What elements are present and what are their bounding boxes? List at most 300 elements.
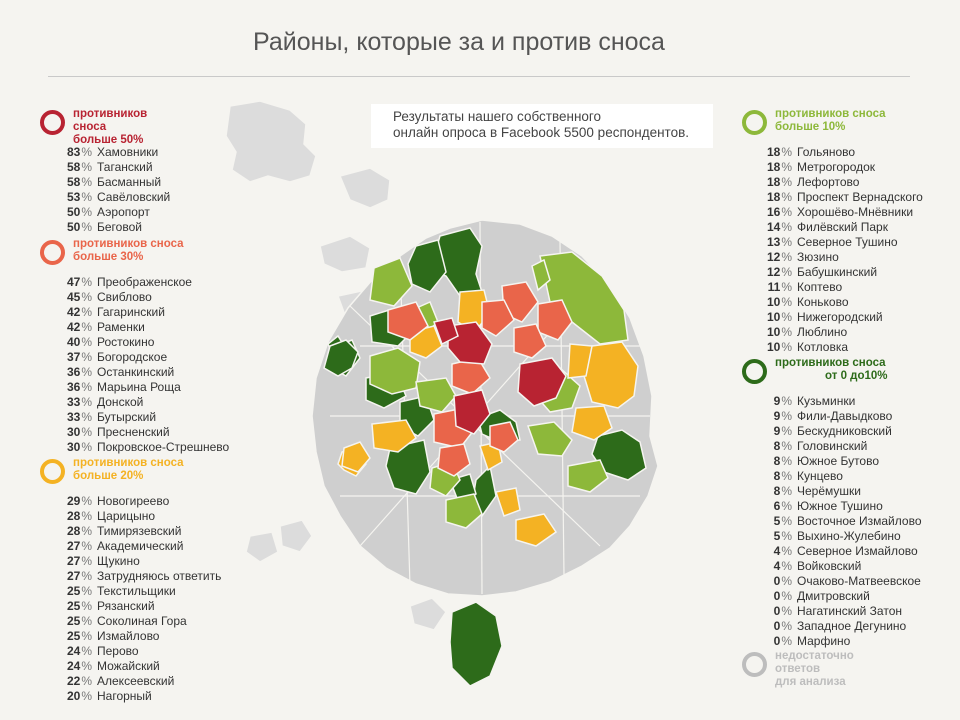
district-percent-value: 5 xyxy=(773,514,781,528)
district-percent-value: 10 xyxy=(766,295,781,309)
district-percent-value: 47 xyxy=(66,275,81,289)
percent-sign: % xyxy=(81,584,92,598)
legend-list-item xyxy=(40,614,221,629)
district-percent xyxy=(40,599,92,614)
legend-list-item xyxy=(40,410,229,425)
percent-sign: % xyxy=(81,220,92,234)
district-percent xyxy=(742,205,792,220)
percent-sign: % xyxy=(781,394,792,408)
district-name: Богородское xyxy=(97,350,168,364)
percent-sign: % xyxy=(81,175,92,189)
percent-sign: % xyxy=(781,310,792,324)
legend-list-item xyxy=(40,190,170,205)
legend-list-item xyxy=(742,469,922,484)
district-percent xyxy=(40,674,92,689)
district-percent xyxy=(742,574,792,589)
district-percent-value: 28 xyxy=(66,524,81,538)
percent-sign: % xyxy=(81,350,92,364)
district-percent-value: 6 xyxy=(773,499,781,513)
legend-list-item xyxy=(40,350,229,365)
district-name: Таганский xyxy=(97,160,153,174)
legend-group-title-line-1: противников сноса xyxy=(775,108,886,120)
district-percent-value: 14 xyxy=(766,220,781,234)
district-percent-value: 25 xyxy=(66,614,81,628)
percent-sign: % xyxy=(781,280,792,294)
percent-sign: % xyxy=(81,160,92,174)
district-percent xyxy=(40,335,92,350)
district-name: Нижегородский xyxy=(797,310,883,324)
district-percent xyxy=(742,424,792,439)
district-percent xyxy=(40,539,92,554)
legend-list-item xyxy=(40,145,170,160)
percent-sign: % xyxy=(781,160,792,174)
district-percent-value: 0 xyxy=(773,604,781,618)
percent-sign: % xyxy=(781,409,792,423)
district-name: Нагорный xyxy=(97,689,152,703)
percent-sign: % xyxy=(81,275,92,289)
percent-sign: % xyxy=(781,574,792,588)
district-percent-value: 12 xyxy=(766,265,781,279)
percent-sign: % xyxy=(81,524,92,538)
percent-sign: % xyxy=(81,674,92,688)
zelenograd-area xyxy=(226,101,316,182)
district-percent-value: 10 xyxy=(766,340,781,354)
percent-sign: % xyxy=(781,220,792,234)
page-title: Районы, которые за и против сноса xyxy=(253,28,665,56)
legend-ring-icon xyxy=(40,459,65,484)
percent-sign: % xyxy=(781,619,792,633)
district-percent xyxy=(742,340,792,355)
percent-sign: % xyxy=(81,554,92,568)
district-percent xyxy=(40,275,92,290)
district-percent xyxy=(40,644,92,659)
legend-group-title-line-1: противников сноса xyxy=(73,108,148,133)
district-name: Северное Тушино xyxy=(797,235,898,249)
legend-group-header xyxy=(40,108,170,146)
percent-sign: % xyxy=(81,494,92,508)
percent-sign: % xyxy=(781,469,792,483)
district-percent-value: 28 xyxy=(66,509,81,523)
legend-list-item xyxy=(40,380,229,395)
legend-group-header xyxy=(742,357,922,387)
district-percent-value: 33 xyxy=(66,395,81,409)
percent-sign: % xyxy=(781,604,792,618)
district-name: Гагаринский xyxy=(97,305,165,319)
district-name: Выхино-Жулебино xyxy=(797,529,901,543)
district-percent xyxy=(40,425,92,440)
district-percent xyxy=(40,554,92,569)
district-percent-value: 12 xyxy=(766,250,781,264)
legend-list-item xyxy=(40,584,221,599)
legend-group-title-line-2: больше 30% xyxy=(73,251,144,263)
district-name: Головинский xyxy=(797,439,868,453)
district-name: Метрогородок xyxy=(797,160,876,174)
district-percent-value: 8 xyxy=(773,484,781,498)
legend-list-item xyxy=(742,409,922,424)
district-name: Ростокино xyxy=(97,335,155,349)
district-name: Хамовники xyxy=(97,145,159,159)
district-percent xyxy=(40,524,92,539)
district-name: Перово xyxy=(97,644,139,658)
district-percent xyxy=(40,509,92,524)
district-name: Басманный xyxy=(97,175,162,189)
district-percent-value: 8 xyxy=(773,454,781,468)
district-name: Пресненский xyxy=(97,425,170,439)
district-name: Тимирязевский xyxy=(97,524,182,538)
district-name: Восточное Измайлово xyxy=(797,514,922,528)
legend-list-item xyxy=(40,290,229,305)
legend-list-item xyxy=(742,634,922,649)
district-percent xyxy=(40,190,92,205)
percent-sign: % xyxy=(81,539,92,553)
legend-list-item xyxy=(40,205,170,220)
district-name: Измайлово xyxy=(97,629,160,643)
district-name: Кузьминки xyxy=(797,394,856,408)
district-name: Коньково xyxy=(797,295,849,309)
legend-list-item xyxy=(40,644,221,659)
legend-list-item xyxy=(40,425,229,440)
district-percent-value: 0 xyxy=(773,619,781,633)
south-area xyxy=(410,598,446,630)
district-name: Академический xyxy=(97,539,184,553)
northwest-area xyxy=(340,168,390,208)
district-percent xyxy=(742,250,792,265)
legend-list-item xyxy=(40,335,229,350)
district-percent-value: 5 xyxy=(773,529,781,543)
percent-sign: % xyxy=(81,629,92,643)
percent-sign: % xyxy=(81,365,92,379)
legend-ring-icon xyxy=(742,652,767,677)
district-percent xyxy=(40,659,92,674)
legend-group-over-10 xyxy=(742,108,923,355)
percent-sign: % xyxy=(781,559,792,573)
legend-list-item xyxy=(742,439,922,454)
legend-list-item xyxy=(40,395,229,410)
percent-sign: % xyxy=(781,544,792,558)
district-percent-value: 37 xyxy=(66,350,81,364)
district-percent xyxy=(40,584,92,599)
percent-sign: % xyxy=(781,145,792,159)
district-percent-value: 10 xyxy=(766,325,781,339)
district-name: Савёловский xyxy=(97,190,171,204)
legend-group-header xyxy=(742,108,923,138)
legend-ring-icon xyxy=(742,359,767,384)
percent-sign: % xyxy=(81,410,92,424)
district-percent xyxy=(742,499,792,514)
district-percent-value: 25 xyxy=(66,584,81,598)
district-percent xyxy=(742,619,792,634)
percent-sign: % xyxy=(81,509,92,523)
district-name: Бескудниковский xyxy=(797,424,892,438)
district-percent xyxy=(40,614,92,629)
district-percent-value: 58 xyxy=(66,175,81,189)
district-percent xyxy=(40,689,92,704)
percent-sign: % xyxy=(81,205,92,219)
percent-sign: % xyxy=(781,484,792,498)
district-name: Раменки xyxy=(97,320,145,334)
title-divider xyxy=(48,76,910,77)
district-name: Южное Тушино xyxy=(797,499,883,513)
percent-sign: % xyxy=(81,659,92,673)
district-percent-value: 25 xyxy=(66,629,81,643)
legend-list-item xyxy=(742,220,923,235)
legend-group-list xyxy=(40,494,221,704)
legend-list-item xyxy=(742,559,922,574)
district-percent-value: 33 xyxy=(66,410,81,424)
legend-list-item xyxy=(742,574,922,589)
percent-sign: % xyxy=(781,235,792,249)
percent-sign: % xyxy=(781,325,792,339)
legend-group-title-line-1: недостаточно ответов xyxy=(775,650,854,675)
legend-list-item xyxy=(742,175,923,190)
district-percent-value: 4 xyxy=(773,559,781,573)
percent-sign: % xyxy=(781,529,792,543)
percent-sign: % xyxy=(81,320,92,334)
district-name: Донской xyxy=(97,395,144,409)
district-percent xyxy=(40,380,92,395)
district-percent-value: 18 xyxy=(766,145,781,159)
district-percent xyxy=(742,634,792,649)
district-percent-value: 42 xyxy=(66,305,81,319)
legend-list-item xyxy=(742,295,923,310)
legend-ring-icon xyxy=(40,110,65,135)
district-percent-value: 9 xyxy=(773,394,781,408)
percent-sign: % xyxy=(781,499,792,513)
legend-group-title xyxy=(73,457,184,483)
district-name: Коптево xyxy=(797,280,843,294)
percent-sign: % xyxy=(81,599,92,613)
district-name: Марьина Роща xyxy=(97,380,181,394)
percent-sign: % xyxy=(81,689,92,703)
district-percent-value: 29 xyxy=(66,494,81,508)
district-percent-value: 36 xyxy=(66,365,81,379)
percent-sign: % xyxy=(781,424,792,438)
district-name: Северное Измайлово xyxy=(797,544,918,558)
district-percent-value: 22 xyxy=(66,674,81,688)
legend-list-item xyxy=(40,275,229,290)
district-name: Беговой xyxy=(97,220,142,234)
legend-list-item xyxy=(742,394,922,409)
legend-list-item xyxy=(40,220,170,235)
district-name: Бабушкинский xyxy=(797,265,878,279)
percent-sign: % xyxy=(81,395,92,409)
district-percent xyxy=(40,494,92,509)
district-name: Преображенское xyxy=(97,275,192,289)
district-percent xyxy=(40,305,92,320)
percent-sign: % xyxy=(781,589,792,603)
district-percent xyxy=(742,295,792,310)
legend-list-item xyxy=(742,325,923,340)
district-name: Текстильщики xyxy=(97,584,176,598)
district-percent-value: 13 xyxy=(766,235,781,249)
district-name: Новогиреево xyxy=(97,494,170,508)
district-percent xyxy=(742,409,792,424)
district-name: Царицыно xyxy=(97,509,155,523)
legend-list-item xyxy=(40,629,221,644)
district-percent xyxy=(40,175,92,190)
district-percent xyxy=(742,604,792,619)
district-percent xyxy=(40,145,92,160)
legend-list-item xyxy=(742,205,923,220)
district-percent xyxy=(742,220,792,235)
district-name: Филёвский Парк xyxy=(797,220,888,234)
district-percent-value: 10 xyxy=(766,310,781,324)
district-percent-value: 4 xyxy=(773,544,781,558)
district-percent xyxy=(742,529,792,544)
legend-list-item xyxy=(742,424,922,439)
district-name: Дмитровский xyxy=(797,589,870,603)
district-name: Западное Дегунино xyxy=(797,619,907,633)
legend-group-title xyxy=(775,650,854,689)
district-name: Затрудняюсь ответить xyxy=(97,569,222,583)
legend-group-over-20 xyxy=(40,457,221,704)
legend-group-list xyxy=(742,145,923,355)
legend-list-item xyxy=(742,499,922,514)
district-percent xyxy=(742,160,792,175)
district-name: Свиблово xyxy=(97,290,152,304)
legend-list-item xyxy=(742,514,922,529)
district-name: Южное Бутово xyxy=(797,454,880,468)
district-percent-value: 53 xyxy=(66,190,81,204)
legend-group-title-line-1: противников сноса xyxy=(775,357,886,369)
legend-list-item xyxy=(742,235,923,250)
legend-group-title xyxy=(775,357,888,383)
district-percent xyxy=(40,320,92,335)
district-percent-value: 27 xyxy=(66,539,81,553)
district-percent xyxy=(40,160,92,175)
legend-group-title-line-2: больше 10% xyxy=(775,121,846,133)
legend-list-item xyxy=(40,320,229,335)
legend-list-item xyxy=(742,340,923,355)
district-percent-value: 9 xyxy=(773,409,781,423)
percent-sign: % xyxy=(81,305,92,319)
district-percent-value: 0 xyxy=(773,634,781,648)
percent-sign: % xyxy=(781,175,792,189)
legend-list-item xyxy=(742,145,923,160)
district-percent-value: 45 xyxy=(66,290,81,304)
district-name: Зюзино xyxy=(797,250,839,264)
percent-sign: % xyxy=(81,380,92,394)
west-area xyxy=(320,236,370,272)
district-name: Черёмушки xyxy=(797,484,861,498)
legend-group-title-line-1: противников сноса xyxy=(73,457,184,469)
district-percent-value: 27 xyxy=(66,554,81,568)
district-percent-value: 24 xyxy=(66,659,81,673)
legend-group-list xyxy=(40,275,229,455)
district-percent xyxy=(40,395,92,410)
district-percent xyxy=(742,589,792,604)
legend-group-title-line-2: для анализа xyxy=(775,676,846,688)
percent-sign: % xyxy=(781,634,792,648)
district-percent xyxy=(742,484,792,499)
southwest-area xyxy=(280,520,312,552)
district-name: Люблино xyxy=(797,325,848,339)
district-percent-value: 30 xyxy=(66,440,81,454)
district-percent xyxy=(742,454,792,469)
legend-list-item xyxy=(40,160,170,175)
district-name: Щукино xyxy=(97,554,140,568)
legend-group-title xyxy=(775,108,886,134)
district-percent-value: 36 xyxy=(66,380,81,394)
percent-sign: % xyxy=(781,295,792,309)
district-percent-value: 30 xyxy=(66,425,81,439)
legend-list-item xyxy=(40,674,221,689)
district-percent-value: 0 xyxy=(773,589,781,603)
percent-sign: % xyxy=(781,340,792,354)
district-percent xyxy=(40,220,92,235)
legend-group-list xyxy=(40,145,170,235)
district-name: Можайский xyxy=(97,659,160,673)
district-percent xyxy=(742,145,792,160)
district-percent-value: 50 xyxy=(66,220,81,234)
district-name: Алексеевский xyxy=(97,674,175,688)
legend-group-title xyxy=(73,238,184,264)
district-percent xyxy=(742,469,792,484)
district-percent xyxy=(742,544,792,559)
district-darkgreen-11 xyxy=(450,602,502,686)
legend-list-item xyxy=(742,190,923,205)
district-percent-value: 0 xyxy=(773,574,781,588)
district-name: Гольяново xyxy=(797,145,856,159)
percent-sign: % xyxy=(81,644,92,658)
district-name: Лефортово xyxy=(797,175,860,189)
legend-list-item xyxy=(742,160,923,175)
district-percent-value: 50 xyxy=(66,205,81,219)
district-percent xyxy=(40,205,92,220)
district-percent xyxy=(40,365,92,380)
legend-list-item xyxy=(742,484,922,499)
legend-list-item xyxy=(742,280,923,295)
district-percent-value: 16 xyxy=(766,205,781,219)
legend-group-title-line-1: противников сноса xyxy=(73,238,184,250)
percent-sign: % xyxy=(781,205,792,219)
legend-list-item xyxy=(40,689,221,704)
district-percent xyxy=(742,439,792,454)
percent-sign: % xyxy=(781,454,792,468)
legend-group-over-30 xyxy=(40,238,229,455)
percent-sign: % xyxy=(781,514,792,528)
survey-note-line-2: онлайн опроса в Facebook 5500 респондентов. xyxy=(393,125,690,140)
legend-group-title-line-2: больше 50% xyxy=(73,134,144,146)
legend-list-item xyxy=(742,544,922,559)
district-name: Марфино xyxy=(797,634,851,648)
district-percent xyxy=(742,325,792,340)
legend-ring-icon xyxy=(40,240,65,265)
district-name: Покровское-Стрешнево xyxy=(97,440,230,454)
legend-group-list xyxy=(742,394,922,649)
legend-list-item xyxy=(742,265,923,280)
legend-group-title-line-2: от 0 до10% xyxy=(825,370,888,382)
district-name: Соколиная Гора xyxy=(97,614,187,628)
district-name: Фили-Давыдково xyxy=(797,409,893,423)
district-name: Хорошёво-Мнёвники xyxy=(797,205,914,219)
percent-sign: % xyxy=(81,145,92,159)
percent-sign: % xyxy=(81,569,92,583)
district-percent-value: 58 xyxy=(66,160,81,174)
percent-sign: % xyxy=(81,440,92,454)
percent-sign: % xyxy=(781,265,792,279)
district-percent-value: 18 xyxy=(766,160,781,174)
legend-list-item xyxy=(40,569,221,584)
district-percent xyxy=(742,514,792,529)
district-percent xyxy=(40,350,92,365)
legend-list-item xyxy=(40,365,229,380)
district-percent xyxy=(742,265,792,280)
legend-list-item xyxy=(40,524,221,539)
legend-list-item xyxy=(40,494,221,509)
district-percent xyxy=(742,190,792,205)
percent-sign: % xyxy=(81,190,92,204)
